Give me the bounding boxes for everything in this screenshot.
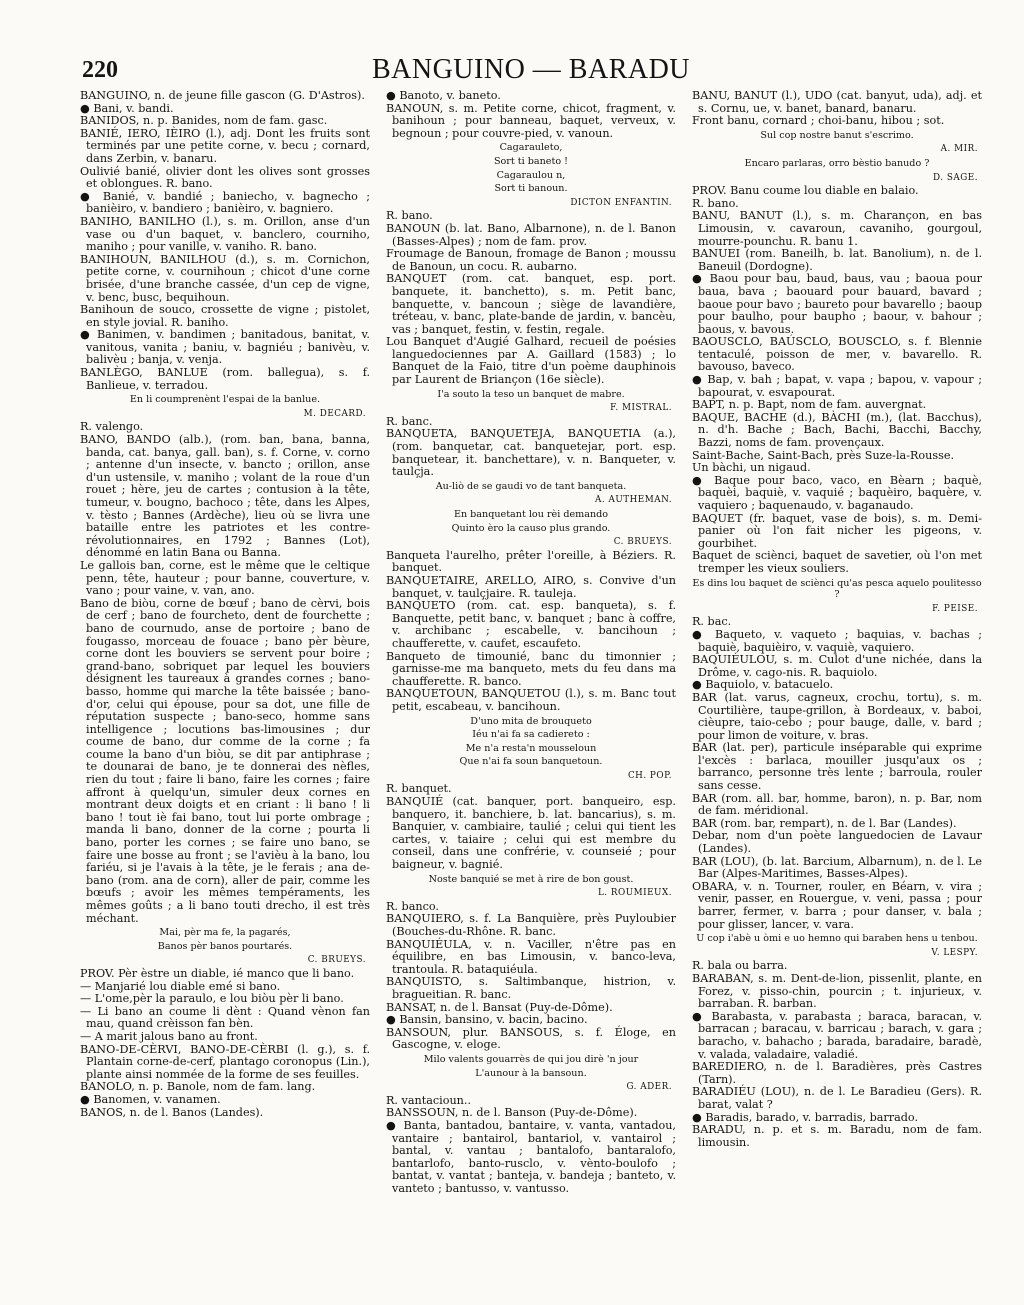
dictionary-entry: ● Banimen, v. bandimen ; banitadous, banitat, v. vanitous, vanita ; baniu, v. bagniéu ; banivèu, v. balivèu ; banja, v. venja. [80, 328, 370, 367]
dictionary-entry: BANQUISTO, s. Saltimbanque, histrion, v. bragueitian. R. banc. [386, 975, 676, 1001]
dictionary-entry: BANIÉ, IERO, IÈIRO (l.), adj. Dont les fruits sont terminés par une petite corne, v. becu ; cornard, dans Zerbin, v. banaru. [80, 126, 370, 165]
quotation-line: En banquetant lou rèi demando [453, 509, 609, 520]
dictionary-entry: BANSSOUN, n. de l. Banson (Puy-de-Dôme). [386, 1106, 638, 1120]
dictionary-entry: R. valengo. [80, 420, 144, 434]
dictionary-entry: Front banu, cornard ; choi-banu, hibou ; sot. [692, 114, 945, 128]
dictionary-entry: Le gallois ban, corne, est le même que le celtique penn, tête, hauteur ; pour banne, couverture, v. vano ; pour vaine, v. van, ano. [80, 558, 370, 598]
quotation-source: C. BRUEYS. [307, 955, 366, 966]
dictionary-entry: R. banco. [386, 899, 439, 913]
text-columns [80, 90, 980, 1285]
quotation-source: V. LESPY. [931, 947, 978, 958]
dictionary-entry: ● Baou pour bau, baud, baus, vau ; baoua pour baua, bava ; baouard pour bauard, bavard ; baoue pour bavo ; baureto pour bavarello ; baoup pour baulho, pour baupho ; baour, v. bahour ; baous, v. bavous. [692, 272, 982, 336]
quotation-line: D'uno mita de brouqueto [470, 715, 592, 727]
dictionary-entry: ● Barabasta, v. parabasta ; baraca, baracan, v. barracan ; baracau, v. barricau ; barach, v. gara ; baracho, v. bahacho ; barada, baradaire, baradè, v. valada, valadaire, valadié. [692, 1009, 982, 1061]
quotation-line: I'a souto la teso un banquet de mabre. [437, 388, 625, 400]
dictionary-entry: BANU, BANUT (l.), s. m. Charançon, en bas Limousin, v. cavaroun, cavaniho, gourgoul, mourre-pounchu. R. banu 1. [692, 209, 982, 248]
dictionary-entry: ● Banié, v. bandié ; baniecho, v. bagnecho ; banièiro, v. bandiero ; banièiro, v. bagniero. [80, 189, 370, 216]
quotation-line: Quinto èro la causo plus grando. [451, 522, 611, 534]
dictionary-entry: BANQUIÉULA, v. n. Vaciller, n'être pas en équilibre, en bas Limousin, v. banco-leva, trantoula. R. bataquiéula. [386, 937, 676, 976]
dictionary-entry: BANU, BANUT (l.), UDO (cat. banyut, uda), adj. et s. Cornu, ue, v. banet, banard, banaru. [692, 89, 982, 115]
dictionary-entry: BANQUETOUN, BANQUETOU (l.), s. m. Banc tout petit, escabeau, v. bancihoun. [386, 687, 676, 713]
dictionary-entry: BANSOUN, plur. BANSOUS, s. f. Éloge, en Gascogne, v. eloge. [386, 1025, 676, 1052]
quotation-line: Sort ti baneto ! [493, 155, 569, 167]
dictionary-entry: — Li bano an coume li dènt : Quand vènon fan mau, quand crèisson fan bèn. [80, 1004, 370, 1031]
dictionary-entry: OBARA, v. n. Tourner, rouler, en Béarn, v. vira ; venir, passer, en Rouergue, v. veni, passa ; pour barrer, fermer, v. barra ; pour danser, v. bala ; pour glisser, lancer, v. vara. [692, 879, 982, 931]
dictionary-entry: Oulivié banié, olivier dont les olives sont grosses et oblongues. R. bano. [80, 164, 370, 191]
dictionary-entry: BANO, BANDO (alb.), (rom. ban, bana, banna, banda, cat. banya, gall. ban), s. f. Corne, v. corno ; antenne d'un insecte, v. bancto ; orillon, anse d'un ustensile, v. maniho ; volant de la roue d'un rouet ; hère, jeu de cartes ; contusion à la tête, tumeur, v. bougno, bachoco ; tête, dans les Alpes, v. tèsto ; Bannes (Ardèche), lieu où se livra une bataille entre les patriotes et les contre-révolutionnaires, en 1792 ; Bannes (Lot), dénommé en latin Bana ou Banna. [80, 433, 370, 560]
quotation-line: Que n'ai fa soun banquetoun. [459, 756, 603, 768]
quotation-source: L. ROUMIEUX. [597, 888, 672, 899]
column-left [80, 90, 370, 1285]
dictionary-entry: BAQUE, BACHE (d.), BÀCHI (m.), (lat. Bacchus), n. d'h. Bache ; Bach, Bachi, Bacchi, Bacchy, Bazzi, noms de fam. provençaux. [692, 410, 982, 450]
dictionary-entry: BANOUN (b. lat. Bano, Albarnone), n. de l. Banon (Basses-Alpes) ; nom de fam. prov. [386, 221, 676, 248]
quotation-line: Sul cop nostre banut s'escrimo. [760, 129, 914, 141]
dictionary-entry: BANIHOUN, BANILHOU (d.), s. m. Cornichon, petite corne, v. cournihoun ; chicot d'une corne brisée, d'une branche cassée, d'un cep de vigne, v. benc, busc, bequihoun. [80, 252, 370, 304]
dictionary-entry: Un bàchi, un nigaud. [692, 461, 811, 475]
dictionary-entry: R. bac. [692, 615, 732, 629]
dictionary-entry: BANQUIÉ (cat. banquer, port. banqueiro, esp. banquero, it. banchiere, b. lat. bancarius), s. m. Banquier, v. cambiaire, taulié ; celui qui tient les cartes, v. taiaire ; celui qui est membre du conseil, dans une confrérie, v. counseié ; pour baigneur, v. bagnié. [386, 795, 676, 872]
quotation-line: L'aunour à la bansoun. [475, 1067, 587, 1079]
dictionary-entry: R. bano. [386, 209, 433, 223]
quotation-source: DICTON ENFANTIN. [570, 197, 672, 208]
dictionary-entry: ● Bap, v. bah ; bapat, v. vapa ; bapou, v. vapour ; bapourat, v. esvapourat. [692, 373, 982, 399]
dictionary-entry: BANQUETA, BANQUETEJA, BANQUETIA (a.), (rom. banquetar, cat. banquetejar, port. esp. banquetear, it. banchettare), v. n. Banqueter, v. taulçja. [386, 427, 676, 479]
dictionary-entry: BARABAN, s. m. Dent-de-lion, pissenlit, plante, en Forez, v. pisso-chin, pourcin ; t. injurieux, v. barraban. R. barban. [692, 971, 982, 1011]
dictionary-entry: ● Bansin, bansino, v. bacin, bacino. [386, 1013, 588, 1027]
dictionary-entry: BAR (lat. varus, cagneux, crochu, tortu), s. m. Courtilière, taupe-grillon, à Bordeaux, v. baboi, cièupre, taio-cebo ; pour bauge, dalle, v. bard ; pour limon de voiture, v. bras. [692, 690, 982, 742]
dictionary-entry: Froumage de Banoun, fromage de Banon ; moussu de Banoun, un cocu. R. aubarno. [386, 247, 676, 273]
dictionary-entry: Lou Banquet d'Augié Galhard, recueil de poésies languedociennes par A. Gaillard (1583) ; lo Banquet de la Faio, titre d'un poème dauphinois par Laurent de Briançon (16e siècle). [386, 335, 676, 387]
dictionary-entry: Banihoun de souco, crossette de vigne ; pistolet, en style jovial. R. baniho. [80, 303, 370, 329]
dictionary-entry: BARADIÉU (LOU), n. de l. Le Baradieu (Gers). R. barat, valat ? [692, 1085, 982, 1111]
dictionary-entry: PROV. Pèr èstre un diable, ié manco que li bano. [80, 966, 355, 980]
dictionary-entry: BANOS, n. de l. Banos (Landes). [80, 1105, 264, 1119]
dictionary-entry: Saint-Bache, Saint-Bach, près Suze-la-Rousse. [692, 448, 954, 462]
quotation-line: Cagaraulou n, [496, 169, 566, 181]
page-header [82, 52, 980, 88]
dictionary-entry: BAPT, n. p. Bapt, nom de fam. auvergnat. [692, 398, 927, 412]
column-middle [386, 90, 676, 1285]
quotation-source: F. PEISE. [932, 603, 978, 614]
quotation-source: A. MIR. [940, 144, 978, 155]
dictionary-entry: Banqueta l'aurelho, prêter l'oreille, à Béziers. R. banquet. [386, 548, 676, 575]
quotation-source: F. MISTRAL. [610, 403, 672, 414]
dictionary-entry: BANOLO, n. p. Banole, nom de fam. lang. [80, 1080, 316, 1094]
dictionary-entry: BANIHO, BANILHO (l.), s. m. Orillon, anse d'un vase ou d'un baquet, v. banclero, courniho, maniho ; pour vanille, v. vaniho. R. bano. [80, 214, 370, 254]
dictionary-entry: ● Banomen, v. vanamen. [80, 1092, 221, 1106]
dictionary-entry: BANQUETO (rom. cat. esp. banqueta), s. f. Banquette, petit banc, v. banquet ; banc à coffre, v. archibanc ; escabelle, v. bancihoun ; chaufferette, v. caufet, escaufeto. [386, 599, 676, 650]
quotation-line: Es dins lou baquet de sciènci qu'as pesca aquelo poulitesso ? [692, 577, 982, 601]
dictionary-entry: R. banc. [386, 414, 433, 428]
dictionary-entry: BAQUIÉULOU, s. m. Culot d'une nichée, dans la Drôme, v. cago-nis. R. baquiolo. [692, 653, 982, 679]
dictionary-entry: — A marit jalous bano au front. [80, 1029, 258, 1043]
quotation-line: Iéu n'ai fa sa cadiereto : [472, 729, 590, 741]
dictionary-entry: PROV. Banu coume lou diable en balaio. [692, 184, 919, 198]
quotation-line: Noste banquié se met à rire de bon goust. [428, 873, 634, 885]
dictionary-entry: ● Baquiolo, v. batacuelo. [692, 678, 834, 692]
quotation-line: Cagarauleto, [499, 142, 563, 154]
dictionary-entry: BANQUETAIRE, ARELLO, AIRO, s. Convive d'un banquet, v. taulçjaire. R. tauleja. [386, 573, 676, 600]
dictionary-entry: BAR (rom. bar, rempart), n. de l. Bar (Landes). [692, 816, 957, 830]
quotation-line: Banos pèr banos pourtarés. [157, 940, 293, 952]
dictionary-entry: BANQUIERO, s. f. La Banquière, près Puyloubier (Bouches-du-Rhône. R. banc. [386, 912, 676, 938]
quotation-line: Au-liò de se gaudi vo de tant banqueta. [435, 480, 627, 492]
quotation-line: U cop i'abè u òmi e uo hemno qui baraben hens u tenbou. [696, 933, 978, 945]
dictionary-entry: BANOUN, s. m. Petite corne, chicot, fragment, v. banihoun ; pour banneau, baquet, verveux, v. begnoun ; pour couvre-pied, v. vanoun. [386, 101, 676, 140]
dictionary-entry: Bano de biòu, corne de bœuf ; bano de cèrvi, bois de cerf ; bano de fourcheto, dent de fourchette ; bano de cournudo, anse de portoire ; bano de fougasso, morceau de fouace ; bano pèr bèure, corne dont les bouviers se servent pour boire ; grand-bano, sobriquet par lequel les bouviers désignent les taureaux à grandes cornes ; bano-basso, homme qui marche la tête baissée ; bano-d'or, celui qui épouse, pour sa dot, une fille de réputation suspecte ; bano-seco, homme sans intelligence ; locutions bas-limousines ; dur coume de bano, dur comme de la corne ; fa coume la bano d'un biòu, se dit par antiphrase ; te dounarai de bano, je te donnerai des nèfles, rien du tout ; faire li bano, faire les cornes ; faire affront à quelqu'un, simuler deux cornes en montrant deux doigts et en criant : li bano ! li bano ! tout iè fai bano, tout lui porte ombrage ; manda li bano, donner de la corne ; pourta li bano, porter les cornes ; se faire uno bano, se faire une bosse au front ; se l'avièu à la bano, lou fariéu, si je l'avais à la tête, je le ferais ; ana de-bano (rom. ana de corn), aller de pair, comme les bœufs ; avoir les mêmes tempéraments, les mêmes goûts ; a li bano touti drecho, il est très méchant. [80, 596, 370, 925]
dictionary-entry: ● Baqueto, v. vaqueto ; baquias, v. bachas ; baquiè, baquièiro, v. vaquiè, vaquiero. [692, 627, 982, 654]
dictionary-entry: R. bala ou barra. [692, 959, 788, 973]
page-number: 220 [82, 56, 118, 83]
dictionary-entry: BANIDOS, n. p. Banides, nom de fam. gasc. [80, 114, 328, 128]
dictionary-entry: BANLÈGO, BANLUE (rom. ballegua), s. f. Banlieue, v. terradou. [80, 366, 370, 392]
dictionary-entry: ● Banta, bantadou, bantaire, v. vanta, vantadou, vantaire ; bantairol, bantariol, v. vantairol ; bantal, v. vantau ; bantalofo, bantaralofo, bantarlofo, banto-rusclo, v. vènto-boulofo ; bantat, v. vantat ; banteja, v. bandeja ; banteto, v. vanteto ; bantusso, v. vantusso. [386, 1118, 676, 1195]
dictionary-entry: R. banquet. [386, 782, 452, 796]
column-right [692, 90, 982, 1285]
page-title: BANGUINO — BARADU [371, 54, 691, 85]
quotation-source: G. ADER. [626, 1082, 672, 1093]
dictionary-entry: BAOUSCLO, BAÚSCLO, BOUSCLO, s. f. Blennie tentaculé, poisson de mer, v. bavarello. R. bavouso, baveco. [692, 335, 982, 374]
dictionary-entry: — L'ome,pèr la paraulo, e lou biòu pèr li bano. [80, 992, 344, 1006]
quotation-source: D. SAGE. [933, 172, 978, 183]
dictionary-entry: BANO-DE-CÈRVI, BANO-DE-CÈRBI (l. g.), s. f. Plantain corne-de-cerf, plantago coronopus (Lin.), plante ainsi nommée de la forme de ses feuilles. [80, 1042, 370, 1081]
dictionary-entry: Banqueto de timounié, banc du timonnier ; garnisse-me ma banqueto, mets du feu dans ma chaufferette. R. banco. [386, 649, 676, 688]
dictionary-entry: BAR (rom. all. bar, homme, baron), n. p. Bar, nom de fam. méridional. [692, 791, 982, 818]
quotation-line: Sort ti banoun. [494, 183, 568, 195]
dictionary-entry: ● Bani, v. bandi. [80, 101, 174, 115]
quotation-source: C. BRUEYS. [613, 537, 672, 548]
dictionary-entry: BAR (lat. per), particule inséparable qui exprime l'excès : barlaca, mouiller jusqu'aux os ; barranco, personne très lente ; barroula, rouler sans cesse. [692, 741, 982, 793]
quotation-line: Me n'a resta'n mousseloun [465, 742, 597, 754]
dictionary-entry: BAQUET (fr. baquet, vase de bois), s. m. Demi-panier où l'on fait nicher les pigeons, v. gourbihet. [692, 511, 982, 550]
dictionary-entry: R. bano. [692, 196, 739, 210]
dictionary-entry: BAR (LOU), (b. lat. Barcium, Albarnum), n. de l. Le Bar (Alpes-Maritimes, Basses-Alpes). [692, 854, 982, 881]
quotation-line: En li coumprenènt l'espai de la banlue. [129, 394, 321, 406]
dictionary-entry: Baquet de sciènci, baquet de savetier, où l'on met tremper les vieux souliers. [692, 549, 982, 575]
dictionary-entry: BANSAT, n. de l. Bansat (Puy-de-Dôme). [386, 1000, 613, 1014]
quotation-source: A. AUTHEMAN. [595, 495, 672, 506]
dictionary-entry: BANGUINO, n. de jeune fille gascon (G. D'Astros). [80, 89, 365, 102]
dictionary-entry: ● Banoto, v. baneto. [386, 89, 501, 102]
quotation-line: Milo valents gouarrès de qui jou dirè 'n jour [423, 1053, 639, 1065]
dictionary-entry: R. vantacioun.. [386, 1093, 471, 1107]
dictionary-entry: BAREDIERO, n. de l. Baradières, près Castres (Tarn). [692, 1060, 982, 1086]
dictionary-entry: BARADU, n. p. et s. m. Baradu, nom de fam. limousin. [692, 1123, 982, 1149]
quotation-source: M. DECARD. [303, 408, 366, 419]
dictionary-entry: — Manjarié lou diable emé si bano. [80, 979, 281, 993]
dictionary-entry: ● Baradis, barado, v. barradis, barrado. [692, 1110, 919, 1124]
dictionary-entry: Debar, nom d'un poète languedocien de Lavaur (Landes). [692, 829, 982, 856]
dictionary-entry: BANUEI (rom. Baneilh, b. lat. Banolium), n. de l. Baneuil (Dordogne). [692, 247, 982, 273]
dictionary-entry: ● Baque pour baco, vaco, en Bèarn ; baquè, baquèi, baquiè, v. vaquié ; baquèiro, baquère, v. vaquiero ; baquenaudo, v. baganaudo. [692, 473, 982, 512]
quotation-line: Encaro parlaras, orro bèstio banudo ? [744, 157, 930, 169]
dictionary-entry: BANQUET (rom. cat. banquet, esp. port. banquete, it. banchetto), s. m. Petit banc, banquette, v. bancoun ; siège de lavandière, tréteau, v. banc, plate-bande de jardin, v. bancèu, vas ; banquet, festin, v. festin, regale. [386, 272, 676, 336]
quotation-source: CH. POP. [627, 770, 672, 781]
quotation-line: Mai, pèr ma fe, la pagarés, [159, 927, 291, 939]
